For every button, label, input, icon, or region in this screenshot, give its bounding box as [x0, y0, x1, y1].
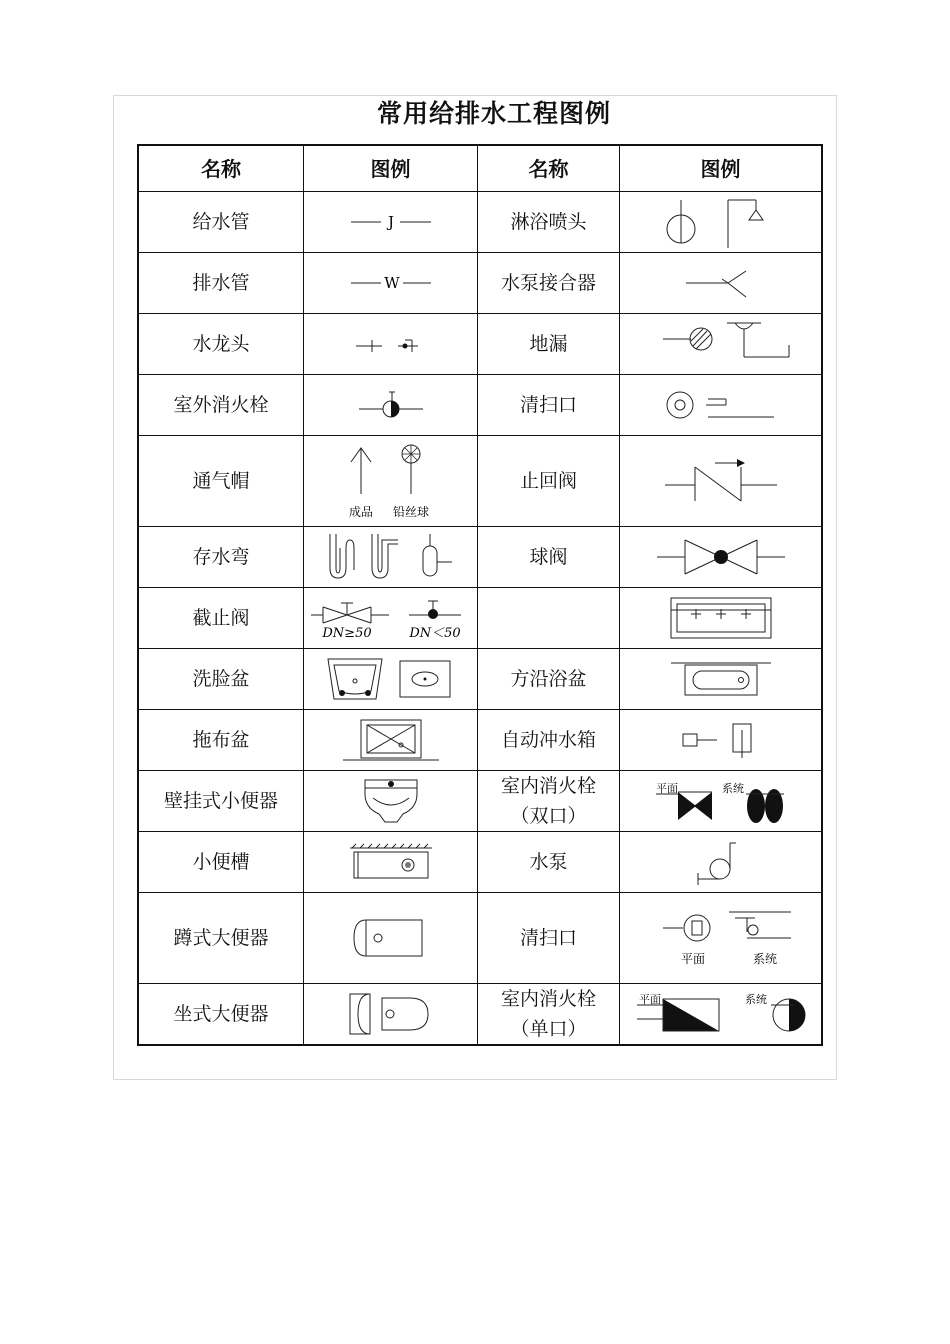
svg-text:系统: 系统 — [752, 952, 777, 966]
table-row — [139, 252, 821, 313]
outdoor-hydrant-icon — [304, 375, 478, 435]
table-header-row — [139, 146, 821, 191]
name-cell: 排水管 — [139, 253, 304, 313]
table-row — [139, 374, 821, 435]
trap-icon — [304, 527, 478, 587]
name-cell: 自动冲水箱 — [478, 710, 620, 770]
name-cell: 清扫口 — [478, 893, 620, 983]
ball-valve-icon — [620, 527, 821, 587]
legend-table — [137, 144, 823, 1046]
bathtub-icon — [620, 649, 821, 709]
name-cell: 蹲式大便器 — [139, 893, 304, 983]
cleanout-icon — [620, 375, 821, 435]
pump-connector-icon — [620, 253, 821, 313]
name-cell: 淋浴喷头 — [478, 192, 620, 252]
name-cell: 地漏 — [478, 314, 620, 374]
header-name-2: 名称 — [478, 146, 620, 191]
globe-valve-icon — [304, 588, 478, 648]
seat-toilet-icon — [304, 984, 478, 1044]
name-cell: 存水弯 — [139, 527, 304, 587]
header-legend-2: 图例 — [700, 156, 741, 181]
svg-text:J: J — [387, 213, 394, 231]
globe-valve-label-large: DN≥50 — [321, 626, 372, 641]
drain-pipe-icon — [304, 253, 478, 313]
name-cell: 室内消火栓 （双口） — [478, 771, 620, 831]
cleanout-2-icon — [620, 893, 821, 983]
name-cell: 小便槽 — [139, 832, 304, 892]
svg-text:W: W — [383, 274, 400, 292]
squat-toilet-icon — [304, 893, 478, 983]
name-cell: 拖布盆 — [139, 710, 304, 770]
name-cell: 坐式大便器 — [139, 984, 304, 1044]
name-cell: 球阀 — [478, 527, 620, 587]
single-hydrant-icon — [620, 984, 821, 1044]
urinal-icon — [304, 771, 478, 831]
table-row — [139, 770, 821, 831]
table-row — [139, 648, 821, 709]
name-cell: 截止阀 — [139, 588, 304, 648]
table-row — [139, 587, 821, 648]
vent-cap-icon — [304, 436, 478, 526]
table-row — [139, 983, 821, 1044]
shower-head-icon — [620, 192, 821, 252]
name-cell — [478, 588, 620, 648]
mop-sink-icon — [304, 710, 478, 770]
svg-text:平面: 平面 — [680, 952, 705, 966]
double-hydrant-icon — [620, 771, 821, 831]
check-valve-icon — [620, 436, 821, 526]
name-cell: 洗脸盆 — [139, 649, 304, 709]
svg-text:平面: 平面 — [638, 993, 661, 1006]
table-row — [139, 526, 821, 587]
name-cell: 清扫口 — [478, 375, 620, 435]
globe-valve-label-small: DN＜50 — [408, 626, 461, 641]
name-cell: 通气帽 — [139, 436, 304, 526]
table-row — [139, 831, 821, 892]
washbasin-icon — [304, 649, 478, 709]
table-row — [139, 191, 821, 252]
name-cell: 方沿浴盆 — [478, 649, 620, 709]
sink-icon — [620, 588, 821, 648]
pump-icon — [620, 832, 821, 892]
table-row — [139, 435, 821, 526]
vent-label-wire-ball: 铅丝球 — [392, 505, 429, 519]
flush-tank-icon — [620, 710, 821, 770]
faucet-icon — [304, 314, 478, 374]
water-supply-pipe-icon — [304, 192, 478, 252]
floor-drain-icon — [620, 314, 821, 374]
vent-label-finished: 成品 — [348, 505, 373, 519]
svg-text:平面: 平面 — [655, 782, 678, 795]
name-cell: 水泵接合器 — [478, 253, 620, 313]
name-cell: 止回阀 — [478, 436, 620, 526]
name-cell: 室外消火栓 — [139, 375, 304, 435]
table-row — [139, 892, 821, 983]
name-cell: 水泵 — [478, 832, 620, 892]
name-cell: 给水管 — [139, 192, 304, 252]
name-cell: 壁挂式小便器 — [139, 771, 304, 831]
urinal-trough-icon — [304, 832, 478, 892]
table-row — [139, 313, 821, 374]
svg-text:系统: 系统 — [744, 993, 767, 1006]
header-name-1: 名称 — [139, 146, 304, 191]
page-title: 常用给排水工程图例 — [376, 99, 611, 128]
name-cell: 室内消火栓 （单口） — [478, 984, 620, 1044]
svg-text:系统: 系统 — [721, 782, 744, 795]
header-legend-1: 图例 — [304, 146, 478, 191]
name-cell: 水龙头 — [139, 314, 304, 374]
table-row — [139, 709, 821, 770]
